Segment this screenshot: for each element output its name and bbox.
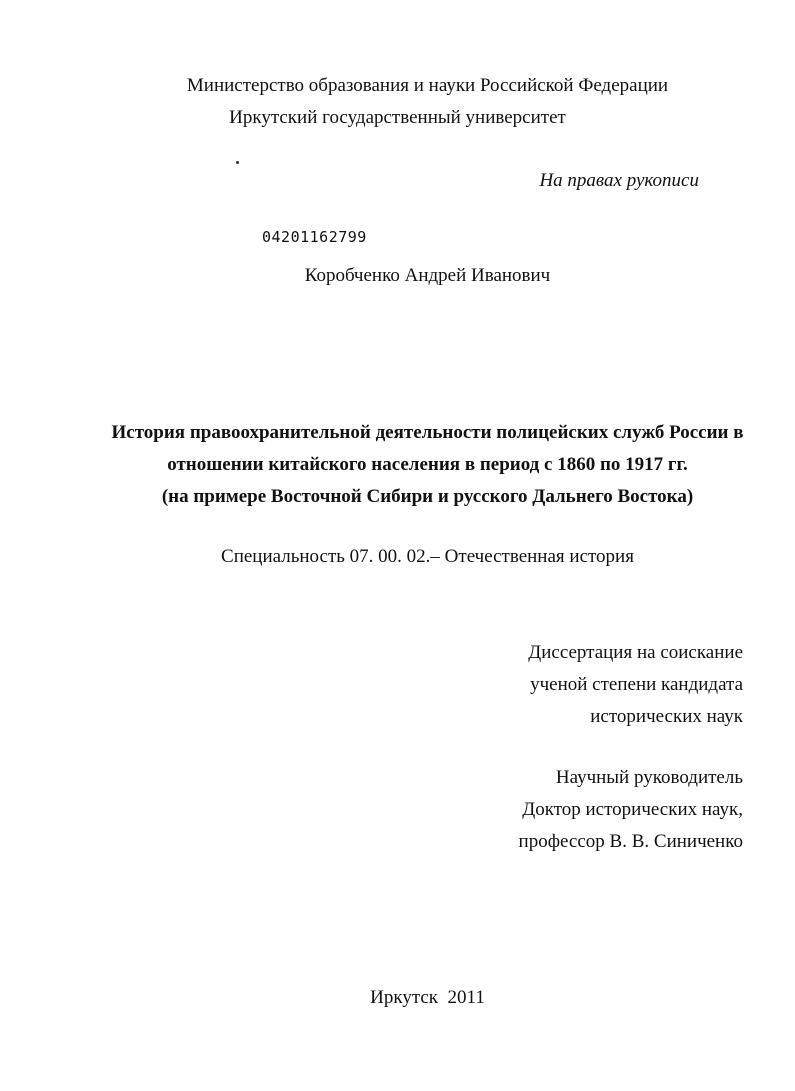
- registration-number: 04201162799: [262, 228, 367, 246]
- dissertation-title-line-1: История правоохранительной деятельности полицейских служб России в: [111, 422, 744, 443]
- dissertation-title-line-3: (на примере Восточной Сибири и русского Дальнего Востока): [161, 486, 694, 507]
- dissertation-title-line-2: отношении китайского населения в период с 1860 по 1917 гг.: [167, 454, 688, 475]
- degree-line-3: исторических наук: [590, 706, 743, 727]
- supervisor-line-2: Доктор исторических наук,: [522, 799, 743, 820]
- scan-speck: [236, 161, 239, 164]
- university-line: Иркутский государственный университет: [229, 107, 566, 128]
- supervisor-line-1: Научный руководитель: [555, 767, 743, 788]
- ministry-line: Министерство образования и науки Российской Федерации: [186, 75, 669, 96]
- specialty-line: Специальность 07. 00. 02.– Отечественная история: [221, 546, 634, 567]
- degree-line-2: ученой степени кандидата: [530, 674, 743, 695]
- degree-line-1: Диссертация на соискание: [528, 642, 743, 663]
- manuscript-note: На правах рукописи: [539, 170, 699, 191]
- city-year: Иркутск 2011: [370, 987, 485, 1008]
- supervisor-line-3: профессор В. В. Синиченко: [518, 831, 743, 852]
- author-name: Коробченко Андрей Иванович: [304, 265, 551, 286]
